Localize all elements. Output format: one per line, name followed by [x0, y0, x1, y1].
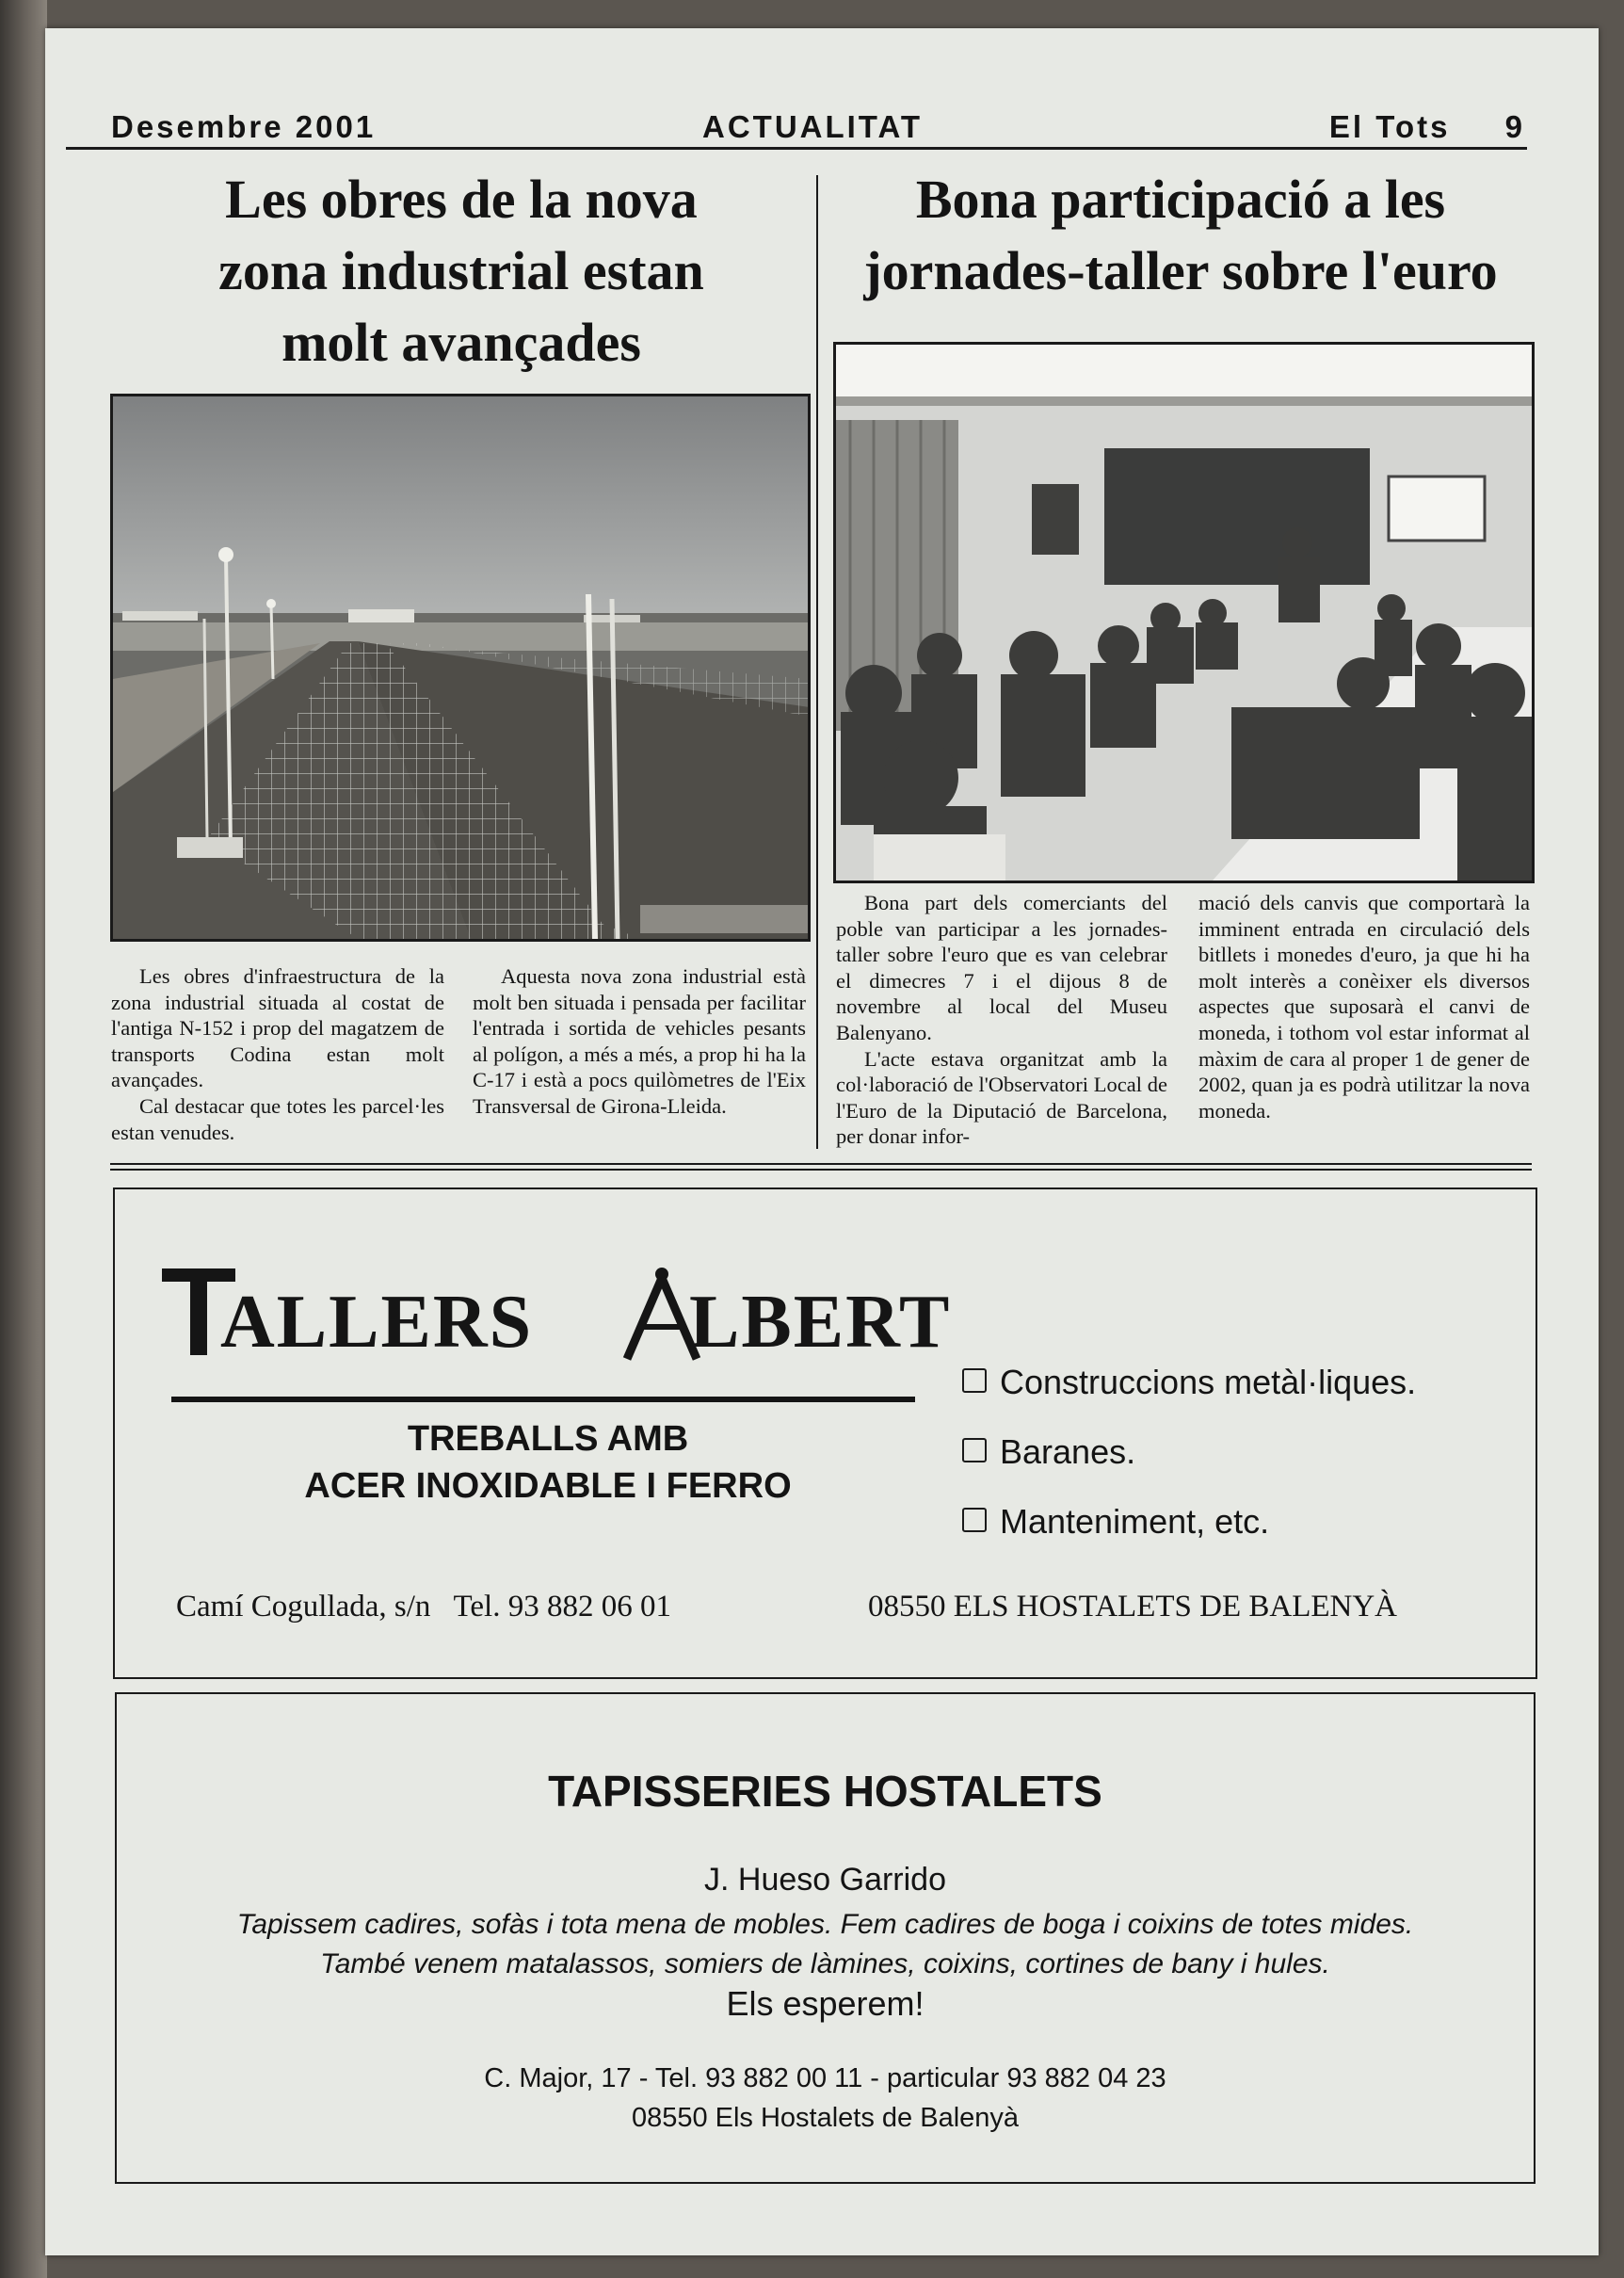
logo-underline	[171, 1397, 915, 1402]
page-header	[66, 77, 1527, 150]
albert-city: 08550 ELS HOSTALETS DE BALENYÀ	[868, 1590, 1397, 1624]
ad-tallers-albert	[113, 1187, 1537, 1679]
headline-line: Les obres de la nova	[225, 169, 698, 230]
service-label: Baranes.	[1000, 1432, 1136, 1471]
article-left-headline	[113, 164, 810, 379]
albert-address: Camí Cogullada, s/n Tel. 93 882 06 01	[176, 1590, 671, 1624]
tapisseries-title: TAPISSERIES HOSTALETS	[548, 1767, 1102, 1816]
headline-line: Bona participació a les	[915, 169, 1446, 230]
paragraph: Les obres d'infraestructura de la zona industrial situada al costat de l'antiga N-152 i prop del magatzem de transports Codina estan molt avançades.	[111, 964, 444, 1092]
service-label: Construccions metàl·liques.	[1000, 1363, 1417, 1401]
header-section: ACTUALITAT	[702, 109, 924, 144]
service-item	[962, 1348, 1416, 1417]
tagline-line: TREBALLS AMB	[407, 1419, 689, 1459]
industrial-zone-photo	[110, 394, 811, 942]
albert-tagline	[171, 1415, 925, 1510]
logo-text-part2: LBERT	[689, 1281, 952, 1364]
paragraph: Bona part dels comerciants del poble van participar a les jornades-taller sobre l'euro que es van celebrar el dimecres 7 i el dijous 8 de novembre al local del Museu Balenyano.	[836, 891, 1167, 1044]
article-left-col1	[111, 963, 444, 1145]
paragraph: Aquesta nova zona industrial està molt ben situada i pensada per facilitar l'entrada i sortida de vehicles pesants al polígon, a més a més, a prop hi ha la C-17 i està a pocs quilòmetres de l'Eix Transversal de Girona-Lleida.	[473, 964, 806, 1118]
albert-logo	[162, 1272, 972, 1364]
paragraph: L'acte estava organitzat amb la col·laboració de l'Observatori Local de l'Euro de la Diputació de Barcelona, per donar infor-	[836, 1046, 1167, 1149]
tapisseries-owner: J. Hueso Garrido	[704, 1862, 946, 1898]
header-date: Desembre 2001	[111, 109, 377, 144]
service-item	[962, 1487, 1416, 1557]
classroom-image	[836, 345, 1532, 881]
header-page-number: 9	[1504, 109, 1525, 144]
scan-edge	[0, 0, 47, 2278]
tapisseries-line1: Tapissem cadires, sofàs i tota mena de mobles. Fem cadires de boga i coixins de totes mides.	[236, 1909, 1414, 1940]
logo-text-part1: ALLERS	[220, 1281, 534, 1364]
tagline-line: ACER INOXIDABLE I FERRO	[304, 1466, 792, 1506]
ad-tapisseries-hostalets	[115, 1692, 1536, 2184]
column-divider	[816, 175, 818, 1149]
service-label: Manteniment, etc.	[1000, 1502, 1270, 1541]
tapisseries-city: 08550 Els Hostalets de Balenyà	[631, 2103, 1020, 2133]
tapisseries-closing: Els esperem!	[726, 1984, 925, 2023]
headline-line: jornades-taller sobre l'euro	[863, 240, 1498, 301]
tapisseries-line2: També venem matalassos, somiers de làmines, coixins, cortines de bany i hules.	[320, 1948, 1330, 1979]
albert-services	[962, 1348, 1416, 1557]
checkbox-icon	[962, 1368, 987, 1393]
section-rule-bottom	[110, 1169, 1532, 1171]
article-right-col2	[1198, 890, 1530, 1123]
fence-road-image	[113, 396, 808, 939]
article-right-headline	[827, 164, 1535, 307]
article-left-col2	[473, 963, 806, 1120]
checkbox-icon	[962, 1438, 987, 1462]
paragraph: mació dels canvis que comportarà la imminent entrada en circulació dels bitllets i monedes d'euro, ja que hi ha molt interès a conèixer els diversos aspectes que suposarà el canvi de moneda, i tothom vol estar informat al màxim de cara al proper 1 de gener de 2002, quan ja es podrà utilitzar la nova moneda.	[1198, 891, 1530, 1123]
article-right-col1	[836, 890, 1167, 1150]
euro-workshop-photo	[833, 342, 1535, 883]
section-rule-top	[110, 1163, 1532, 1165]
headline-line: zona industrial estan	[218, 240, 704, 301]
tapisseries-contact: C. Major, 17 - Tel. 93 882 00 11 - particular 93 882 04 23	[484, 2063, 1166, 2093]
service-item	[962, 1417, 1416, 1487]
checkbox-icon	[962, 1508, 987, 1532]
headline-line: molt avançades	[281, 312, 641, 373]
header-title: El Tots	[1328, 109, 1451, 144]
paragraph: Cal destacar que totes les parcel·les estan venudes.	[111, 1093, 444, 1144]
header-publication	[1329, 109, 1525, 145]
